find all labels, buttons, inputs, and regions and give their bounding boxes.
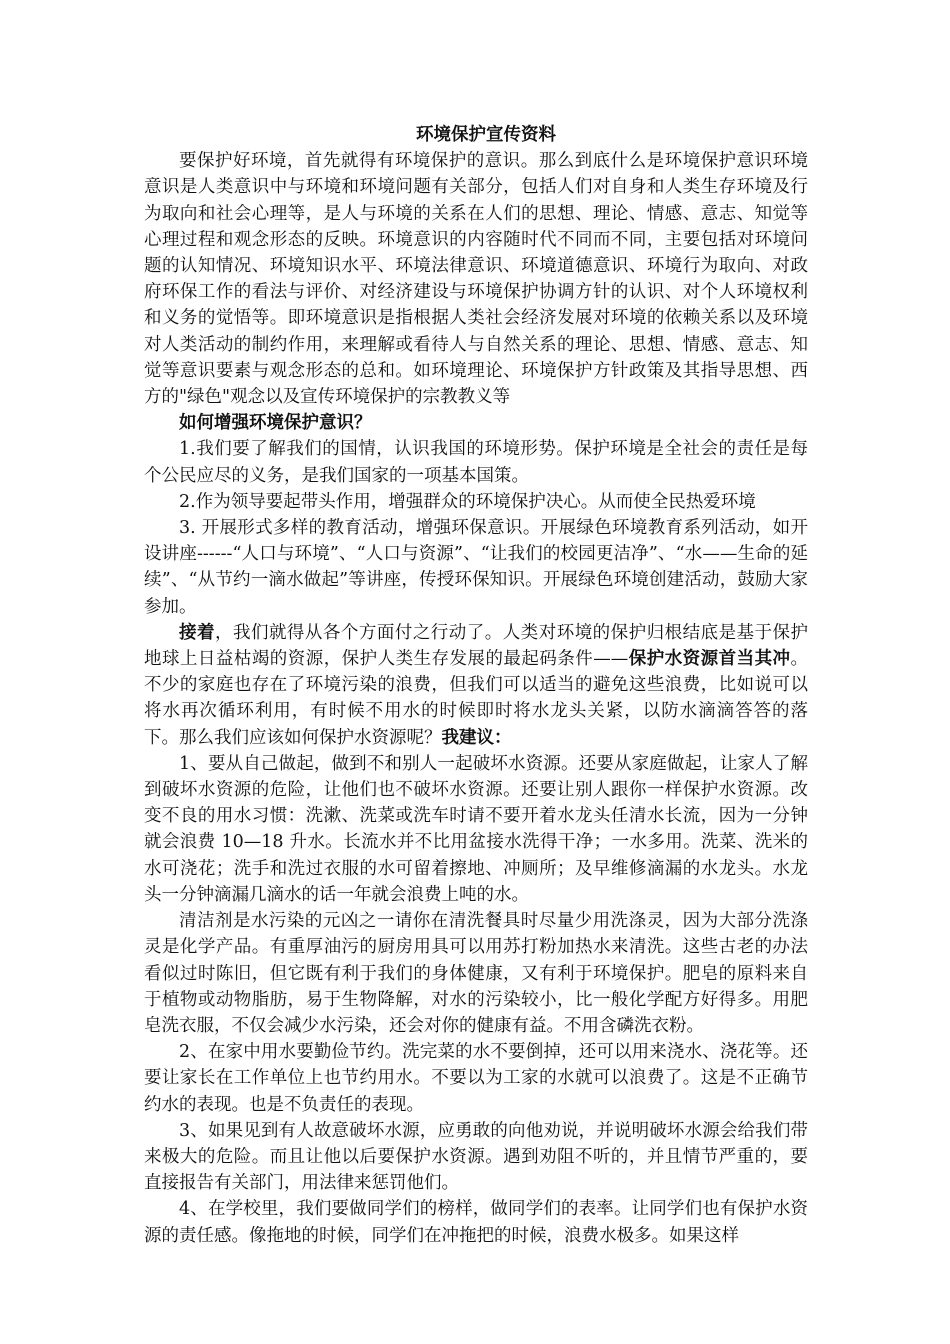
point-2-paragraph: 2.作为领导要起带头作用，增强群众的环境保护决心。从而使全民热爱环境: [179, 491, 756, 512]
detergent-paragraph: 清洁剂是水污染的元凶之一请你在清洗餐具时尽量少用洗涤灵，因为大部分洗涤灵是化学产品。有重厚油污的厨房用具可以用苏打粉加热水来清洗。这些古老的办法看似过时陈旧，但它既有利于我们的身体健康，又有利于环境保护。肥皂的原料来自于植物或动物脂肪，易于生物降解，对水的污染较小，比一般化学配方好得多。用肥皂洗衣服，不仅会减少水污染，还会对你的健康有益。不用含磷洗衣粉。: [144, 911, 808, 1036]
suggestion-4-paragraph: 4、在学校里，我们要做同学们的榜样，做同学们的表率。让同学们也有保护水资源的责任感。像拖地的时候，同学们在冲拖把的时候，浪费水极多。如果这样: [144, 1199, 808, 1246]
point-3-paragraph: 3. 开展形式多样的教育活动，增强环保意识。开展绿色环境教育系列活动，如开设讲座------“人口与环境”、“人口与资源”、“让我们的校园更洁净”、“水——生命的延续”、“从节约一滴水做起”等讲座，传授环保知识。开展绿色环境创建活动，鼓励大家参加。: [144, 518, 808, 617]
section-heading: 如何增强环境保护意识？: [179, 413, 372, 434]
action-text-2: 。不少的家庭也存在了环境污染的浪费，但我们可以适当的避免这些浪费，比如说可以将水再次循环利用，有时候不用水的时候即时将水龙头关紧，以防水滴滴答答的落下。那么我们应该如何保护水资源呢？: [144, 649, 809, 748]
point-1-paragraph: 1.我们要了解我们的国情，认识我国的环境形势。保护环境是全社会的责任是每个公民应尽的义务，是我们国家的一项基本国策。: [144, 439, 808, 486]
action-text-1: ，我们就得从各个方面付之行动了。人类对环境的保护归根结底是基于保护地球上日益枯竭的资源，保护人类生存发展的最起码条件——: [144, 622, 809, 670]
document-page: [144, 122, 808, 1249]
document-title: 环境保护宣传资料: [416, 125, 556, 145]
suggestion-1-paragraph: 1、要从自己做起，做到不和别人一起破坏水资源。还要从家庭做起，让家人了解到破坏水资源的危险，让他们也不破坏水资源。还要让别人跟你一样保护水资源。改变不良的用水习惯：洗漱、洗菜或洗车时请不要开着水龙头任清水长流，因为一分钟就会浪费 10—18 升水。长流水并不比用盆接水洗得干净；一水多用。洗菜、洗米的水可浇花；洗手和洗过衣服的水可留着擦地、冲厕所；及早维修滴漏的水龙头。水龙头一分钟滴漏几滴水的话一年就会浪费上吨的水。: [144, 753, 808, 905]
suggestion-3-paragraph: 3、如果见到有人故意破坏水源，应勇敢的向他劝说，并说明破坏水源会给我们带来极大的危险。而且让他以后要保护水资源。遇到劝阻不听的，并且情节严重的，要直接报告有关部门，用法律来惩罚他们。: [144, 1120, 808, 1194]
action-emphasis-suggest: 我建议：: [441, 727, 512, 748]
action-emphasis-water: 保护水资源首当其冲: [628, 649, 791, 670]
action-paragraph: [144, 620, 808, 751]
suggestion-2-paragraph: 2、在家中用水要勤俭节约。洗完菜的水不要倒掉，还可以用来浇水、浇花等。还要让家长在工作单位上也节约用水。不要以为工家的水就可以浪费了。这是不正确节约水的表现。也是不负责任的表现。: [144, 1042, 808, 1115]
action-lead: 接着: [179, 622, 215, 643]
intro-paragraph: 要保护好环境，首先就得有环境保护的意识。那么到底什么是环境保护意识环境意识是人类意识中与环境和环境问题有关部分，包括人们对自身和人类生存环境及行为取向和社会心理等，是人与环境的关系在人们的思想、理论、情感、意志、知觉等心理过程和观念形态的反映。环境意识的内容随时代不同而不同，主要包括对环境问题的认知情况、环境知识水平、环境法律意识、环境道德意识、环境行为取向、对政府环保工作的看法与评价、对经济建设与环境保护协调方针的认识、对个人环境权利和义务的觉悟等。即环境意识是指根据人类社会经济发展对环境的依赖关系以及环境对人类活动的制约作用，来理解或看待人与自然关系的理论、思想、情感、意志、知觉等意识要素与观念形态的总和。如环境理论、环境保护方针政策及其指导思想、西方的"绿色"观念以及宣传环境保护的宗教教义等: [144, 151, 808, 408]
